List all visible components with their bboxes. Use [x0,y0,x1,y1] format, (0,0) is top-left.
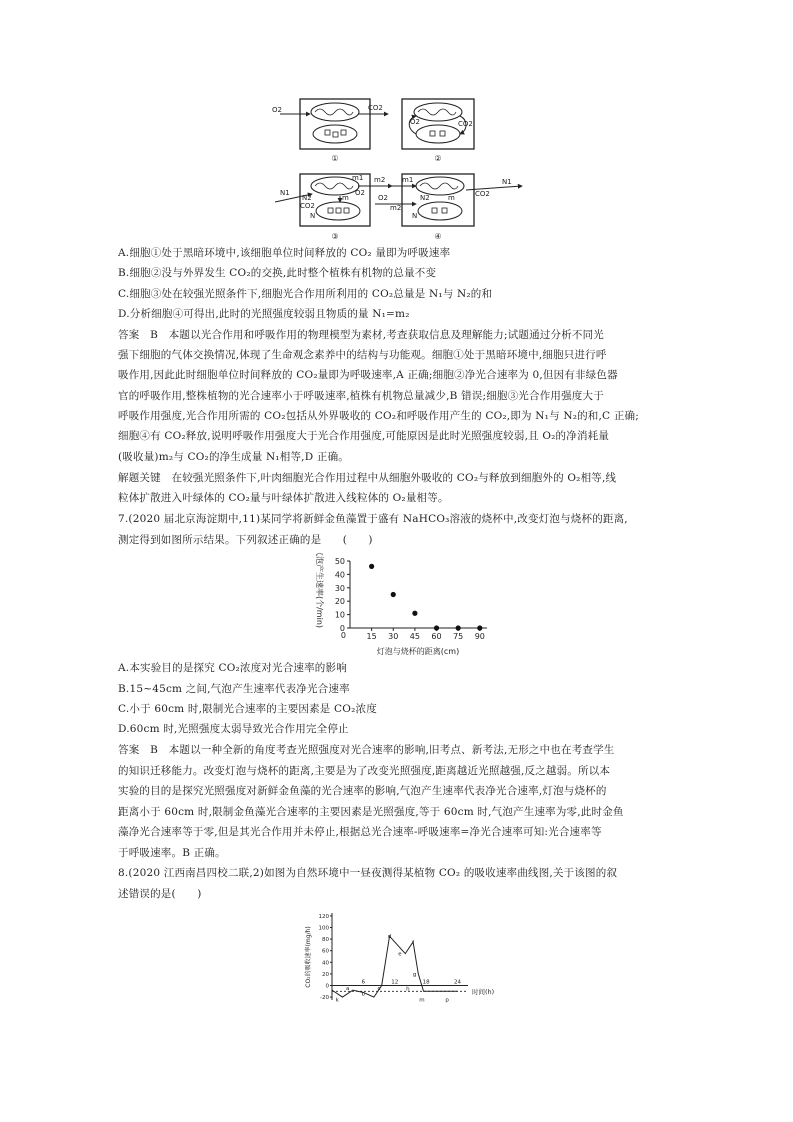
q7-x-tick-label: 45 [409,632,420,641]
q6-answer-line: 细胞④有 CO₂释放,说明呼吸作用强度大于光合作用强度,可能原因是此时光照强度较弱,且 O₂的净消耗量 [118,430,610,442]
label-c1-o2: O2 [272,106,282,114]
q7-y-tick-label: 0 [339,624,345,633]
q6-option-b: B.细胞②没与外界发生 CO₂的交换,此时整个植株有机物的总量不变 [118,267,437,279]
q8-y-tick-label: -20 [320,995,329,1002]
label-c3-n1: N1 [280,189,290,197]
label-c4-m1: m1 [402,176,414,184]
q8-y-tick-label: 40 [322,960,329,967]
label-c3-n2: N2 [302,194,312,202]
q7-y-tick-label: 50 [334,557,345,566]
caption-cell-3: ③ [331,232,339,241]
label-c4-n: N [412,212,418,220]
q7-option-d: D.60cm 时,光照强度太弱导致光合作用完全停止 [118,723,349,735]
label-c3-o2: O2 [355,189,365,197]
q7-x-tick-label: 75 [453,632,464,641]
label-c3-m1: m1 [352,174,364,182]
q7-chart-svg [305,553,495,658]
q8-y-tick-label: 60 [322,948,329,955]
label-c2-co2: CO2 [458,120,473,128]
q8-x-tick-label: 24 [454,979,462,986]
q6-answer-line: (吸收量)m₂与 CO₂的净生成量 N₁相等,D 正确。 [118,451,349,463]
q8-y-tick-label: 100 [318,925,329,932]
q6-answer-line: 官的呼吸作用,整株植物的光合速率小于呼吸速率,植株有机物总量减少,B 错误;细胞③光合作用强度大于 [118,390,604,402]
q8-x-tick-label: 6 [361,979,366,986]
q8-y-tick-label: 120 [318,913,329,920]
q7-answer-line: 距离小于 60cm 时,限制金鱼藻光合速率的主要因素是光照强度,等于 60cm 时,气泡产生速率为零,此时金鱼 [118,806,624,818]
q8-point-label: k [335,997,339,1004]
q6-key-line: 解题关键 在较强光照条件下,叶肉细胞光合作用过程中从细胞外吸收的 CO₂与释放到细胞外的 O₂相等,线 [118,472,617,484]
q7-y-label: 气泡产生速率(个/min) [315,553,324,629]
q7-y-tick-label: 10 [334,610,345,620]
q8-point-label: h [406,986,410,993]
q7-data-point [456,625,461,630]
q7-y-tick-label: 20 [334,597,345,607]
label-c4-n2: N2 [420,194,430,202]
label-c3-n: N [310,212,316,220]
label-c4-co2: CO2 [475,190,490,198]
q8-point-label: a [346,985,350,992]
label-c4-o2: O2 [378,194,388,202]
q8-point-label: e [398,951,402,958]
q8-stem-line: 8.(2020 江西南昌四校二联,2)如图为自然环境中一昼夜测得某植物 CO₂ 的吸收速率曲线图,关于该图的叙 [118,867,618,879]
label-c1-co2: CO2 [368,104,383,112]
q7-y-tick-label: 40 [334,570,345,580]
caption-cell-1: ① [331,154,339,163]
q8-point-label: p [445,997,449,1004]
q7-x-tick-label: 60 [431,632,442,641]
q7-chart [305,553,495,658]
q7-x-tick-label: 30 [388,632,399,641]
q6-key-line: 粒体扩散进入叶绿体的 CO₂量与叶绿体扩散进入线粒体的 O₂量相等。 [118,492,449,504]
label-c4-n1: N1 [502,178,512,186]
q7-option-b: B.15~45cm 之间,气泡产生速率代表净光合速率 [118,683,350,695]
q8-point-label: b [361,991,366,998]
q6-option-d: D.分析细胞④可得出,此时的光照强度较弱且物质的量 N₁=m₂ [118,308,410,320]
q8-x-tick-label: 12 [391,979,399,986]
q8-x-tick-label: 18 [422,979,430,986]
q8-y-tick-label: 0 [325,983,329,990]
q8-chart [300,905,500,1015]
q8-point-label: m [419,997,425,1004]
q8-y-tick-label: 20 [322,971,329,978]
q8-y-tick-label: 80 [322,937,329,944]
q6-option-c: C.细胞③处在较强光照条件下,细胞光合作用所利用的 CO₂总量是 N₁与 N₂的和 [118,288,493,300]
q8-point-label: f [412,940,415,946]
q7-answer-line: 的知识迁移能力。改变灯泡与烧杯的距离,主要是为了改变光照强度,距离越近光照越强,反之越弱。所以本 [118,765,611,777]
q7-option-a: A.本实验目的是探究 CO₂浓度对光合速率的影响 [118,662,347,674]
q7-y-tick-label: 30 [334,583,345,593]
q8-series-line [332,936,458,997]
q7-x-label: 灯泡与烧杯的距离(cm) [376,647,460,656]
q7-data-point [412,611,417,616]
q6-answer-line: 吸作用,因此此时细胞单位时间释放的 CO₂量即为呼吸速率,A 正确;细胞②净光合速率为 0,但因有非绿色器 [118,369,618,381]
q6-answer-line: 强下细胞的气体交换情况,体现了生命观念素养中的结构与功能观。细胞①处于黑暗环境中,细胞只进行呼 [118,349,607,361]
label-c4-m: m [448,194,455,202]
cell-diagram-svg [270,94,530,244]
q7-x-tick-label: 15 [366,632,377,641]
caption-cell-4: ④ [434,232,442,241]
q7-data-point [434,625,439,630]
q7-answer-line: 答案 B 本题以一种全新的角度考查光照强度对光合速率的影响,旧考点、新考法,无形之中也在考查学生 [118,744,615,756]
q7-data-point [369,564,374,569]
q7-answer-line: 实验的目的是探究光照强度对新鲜金鱼藻的光合速率的影响,气泡产生速率代表净光合速率,灯泡与烧杯的 [118,785,607,797]
q7-stem-line: 测定得到如图所示结果。下列叙述正确的是 ( ) [118,534,373,546]
q7-x-tick-label: 90 [474,632,485,641]
q8-chart-svg [300,905,500,1015]
q8-point-label: g [412,971,417,978]
q7-data-point [391,592,396,597]
q8-stem-line: 述错误的是( ) [118,888,202,900]
q6-answer-line: 答案 B 本题以光合作用和呼吸作用的物理模型为素材,考查获取信息及理解能力;试题通过分析不同光 [118,329,604,341]
q8-y-label: CO₂的吸收速率(mg/h) [305,926,312,988]
label-c2-o2: O2 [410,118,420,126]
label-c3-m: m [342,194,349,202]
q7-option-c: C.小于 60cm 时,限制光合速率的主要因素是 CO₂浓度 [118,703,377,715]
q6-answer-line: 呼吸作用强度,光合作用所需的 CO₂包括从外界吸收的 CO₂和呼吸作用产生的 CO₂,即为 N₁与 N₂的和,C 正确; [118,410,639,422]
q7-answer-line: 于呼吸速率。B 正确。 [118,847,226,859]
q8-point-label: d [387,934,392,941]
q7-origin-label: 0 [340,631,346,640]
q7-stem-line: 7.(2020 届北京海淀期中,11)某同学将新鲜金鱼藻置于盛有 NaHCO₃溶液的烧杯中,改变灯泡与烧杯的距离, [118,513,628,525]
label-c4-m2: m2 [390,204,402,212]
label-c3-co2: CO2 [300,202,315,210]
q8-x-label: 时间(h) [472,988,495,996]
caption-cell-2: ② [434,154,442,163]
cell-diagram-figure [270,94,530,244]
label-c3-m2: m2 [374,176,386,184]
q6-option-a: A.细胞①处于黑暗环境中,该细胞单位时间释放的 CO₂ 量即为呼吸速率 [118,247,451,259]
q7-answer-line: 藻净光合速率等于零,但是其光合作用并未停止,根据总光合速率-呼吸速率=净光合速率可知:光合速率等 [118,826,602,838]
q7-data-point [477,625,482,630]
q8-point-label: c [377,985,381,992]
